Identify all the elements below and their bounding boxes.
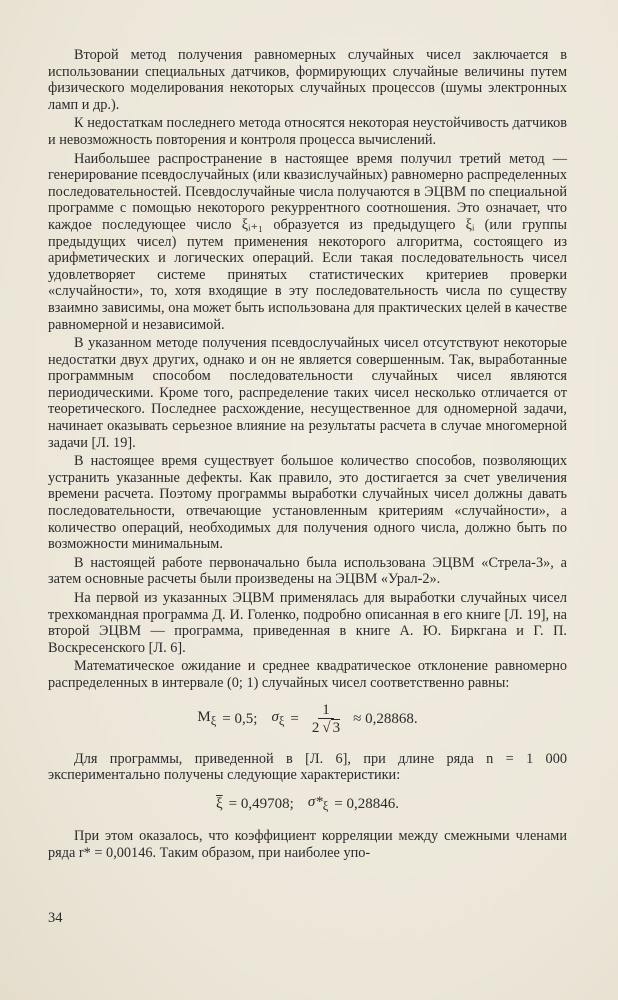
- formula-experimental: [48, 794, 567, 815]
- paragraph-1: Второй метод получения равномерных случайных чисел заключается в использовании специальных датчиков, формирующих случайные величины путем физического моделирования некоторых случайных процессов (шумы электронных ламп и др.).: [48, 47, 567, 113]
- fraction-numerator: 1: [318, 702, 334, 719]
- formula-mean-sigma: [48, 702, 567, 737]
- fraction: [308, 702, 344, 737]
- sigma-symbol: $\sigma_\xi$: [271, 708, 285, 728]
- paragraph-2: К недостаткам последнего метода относятся некоторая неустойчивость датчиков и невозможность повторения и контроля процесса вычислений.: [48, 115, 567, 148]
- paragraph-10: При этом оказалось, что коэффициент корреляции между смежными членами ряда r* = 0,00146. Таким образом, при наиболее упо-: [48, 828, 567, 861]
- mean-symbol: $\overline{\xi}$: [215, 795, 223, 812]
- fraction-denominator: 2 √ 3: [311, 719, 341, 736]
- paragraph-8: Математическое ожидание и среднее квадратическое отклонение равномерно распределенных в интервале (0; 1) случайных чисел соответственно равны:: [48, 658, 567, 691]
- approx-value: ≈ 0,28868.: [353, 710, 418, 727]
- equals-sign: =: [290, 710, 299, 727]
- page-number: 34: [48, 910, 63, 926]
- m-value: = 0,5;: [222, 710, 258, 727]
- paragraph-5: В настоящее время существует большое количество способов, позволяющих устранить указанные дефекты. Как правило, это достигается за счет увеличения времени расчета. Поэтому программы выработки случайных чисел должны давать последовательности, отвечающие установленным критериям «случайности», а количество операций, необходимых для получения одного числа, должно быть по возможности минимальным.: [48, 453, 567, 553]
- paragraph-9: Для программы, приведенной в [Л. 6], при длине ряда n = 1 000 экспериментально получены следующие характеристики:: [48, 750, 567, 784]
- paragraph-7: На первой из указанных ЭЦВМ применялась для выработки случайных чисел трехкомандная программа Д. И. Голенко, подробно описанная в его книге [Л. 19], на второй ЭЦВМ — программа, приведенная в книге А. Ю. Биркгана и Г. П. Воскресенского [Л. 6].: [48, 590, 567, 656]
- sigma-star-value: = 0,28846.: [334, 795, 400, 812]
- m-symbol: $M_\xi$: [197, 708, 217, 728]
- sigma-star-symbol: $\sigma*_\xi$: [307, 793, 329, 813]
- paragraph-6: В настоящей работе первоначально была использована ЭЦВМ «Стрела-3», а затем основные расчеты были произведены на ЭЦВМ «Урал-2».: [48, 554, 567, 588]
- body-text: [48, 47, 567, 864]
- mean-value: = 0,49708;: [228, 795, 294, 812]
- paragraph-3: Наибольшее распространение в настоящее время получил третий метод — генерирование псевдослучайных (или квазислучайных) равномерно распределенных последовательностей. Псевдослучайные числа получаются в ЭЦВМ по специальной программе с помощью некоторого рекуррентного соотношения. Это означает, что каждое последующее число ξᵢ₊₁ образуется из предыдущего ξᵢ (или группы предыдущих чисел) путем применения некоторого алгоритма, состоящего из арифметических и логических операций. Если такая последовательность чисел удовлетворяет системе принятых статистических критериев проверки «случайности», то, хотя входящие в эту последовательность числа по существу взаимно зависимы, она может быть использована для практических целей в качестве равномерной и независимой.: [48, 150, 567, 333]
- paragraph-4: В указанном методе получения псевдослучайных чисел отсутствуют некоторые недостатки двух других, однако и он не является совершенным. Так, выработанные программным способом последовательности случайных чисел являются периодическими. Кроме того, распределение таких чисел несколько отличается от теоретического. Последнее расхождение, несущественное для одномерной задачи, начинает оказывать серьезное влияние на результаты расчета в случае многомерной задачи [Л. 19].: [48, 335, 567, 451]
